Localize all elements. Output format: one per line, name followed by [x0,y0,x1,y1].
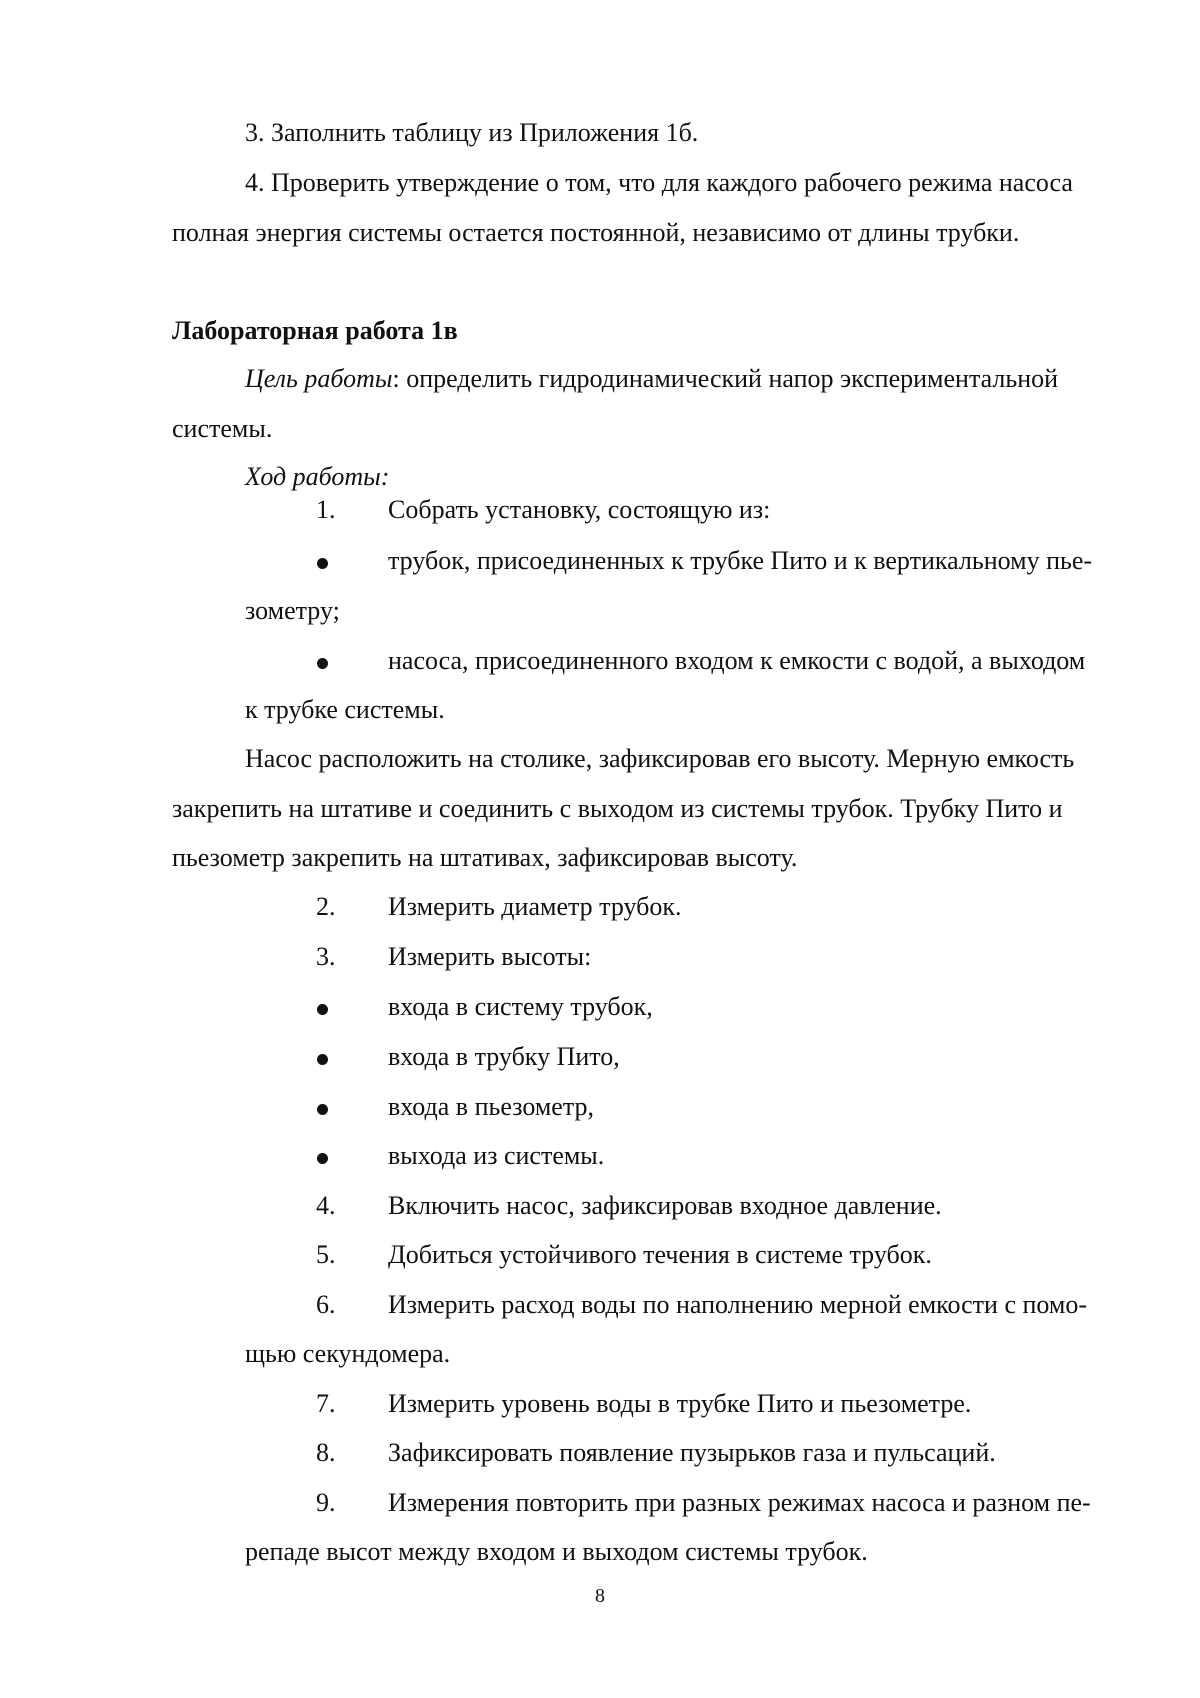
bullet-2-line2: к трубке системы. [245,695,445,724]
step-4-number: 4. [316,1191,336,1220]
paragraph-line1: Насос расположить на столике, зафиксировав его высоту. Мерную емкость [245,744,1075,773]
height-item-4: выхода из системы. [388,1141,605,1170]
step-9-text-line1: Измерения повторить при разных режимах насоса и разном пе- [388,1488,1091,1517]
step-6-number: 6. [316,1290,336,1319]
step-9-text-line2: репаде высот между входом и выходом системы трубок. [245,1537,868,1566]
step-6-text-line1: Измерить расход воды по наполнению мерной емкости с помо- [388,1290,1088,1319]
step-2-number: 2. [316,892,336,921]
bullet-icon [317,1004,328,1015]
goal-line2: системы. [172,414,273,443]
step-8-text: Зафиксировать появление пузырьков газа и пульсаций. [388,1438,996,1467]
lab-heading: Лабораторная работа 1в [172,316,458,345]
paragraph-line2: закрепить на штативе и соединить с выходом из системы трубок. Трубку Пито и [172,794,1063,823]
bullet-1-line2: зометру; [245,596,340,625]
step-6-text-line2: щью секундомера. [245,1339,451,1368]
goal-line1 [245,366,1058,392]
intro-item-3: 3. Заполнить таблицу из Приложения 1б. [245,118,699,147]
step-8-number: 8. [316,1438,336,1467]
height-item-2: входа в трубку Пито, [388,1042,620,1071]
step-3-text: Измерить высоты: [388,942,592,971]
bullet-icon [317,658,328,669]
bullet-1-line1: трубок, присоединенных к трубке Пито и к вертикальному пье- [388,546,1093,575]
height-item-3: входа в пьезометр, [388,1092,595,1121]
step-2-text: Измерить диаметр трубок. [388,892,682,921]
intro-item-4-line2: полная энергия системы остается постоянной, независимо от длины трубки. [172,218,1020,247]
step-4-text: Включить насос, зафиксировав входное давление. [388,1191,942,1220]
step-9-number: 9. [316,1488,336,1517]
goal-text: : определить гидродинамический напор экспериментальной [392,364,1059,393]
bullet-icon [317,1153,328,1164]
step-5-number: 5. [316,1240,336,1269]
step-1-number: 1. [316,495,336,524]
goal-label: Цель работы [245,364,393,393]
bullet-icon [317,1104,328,1115]
paragraph-line3: пьезометр закрепить на штативах, зафиксировав высоту. [172,843,798,872]
bullet-2-line1: насоса, присоединенного входом к емкости с водой, а выходом [388,646,1086,675]
page-number: 8 [595,1585,605,1607]
step-7-number: 7. [316,1389,336,1418]
intro-item-4-line1: 4. Проверить утверждение о том, что для каждого рабочего режима насоса [245,168,1073,197]
step-5-text: Добиться устойчивого течения в системе трубок. [388,1240,932,1269]
bullet-icon [317,558,328,569]
step-3-number: 3. [316,942,336,971]
height-item-1: входа в систему трубок, [388,992,653,1021]
step-1-text: Собрать установку, состоящую из: [388,495,771,524]
step-7-text: Измерить уровень воды в трубке Пито и пьезометре. [388,1389,972,1418]
procedure-label: Ход работы: [245,462,390,491]
bullet-icon [317,1054,328,1065]
